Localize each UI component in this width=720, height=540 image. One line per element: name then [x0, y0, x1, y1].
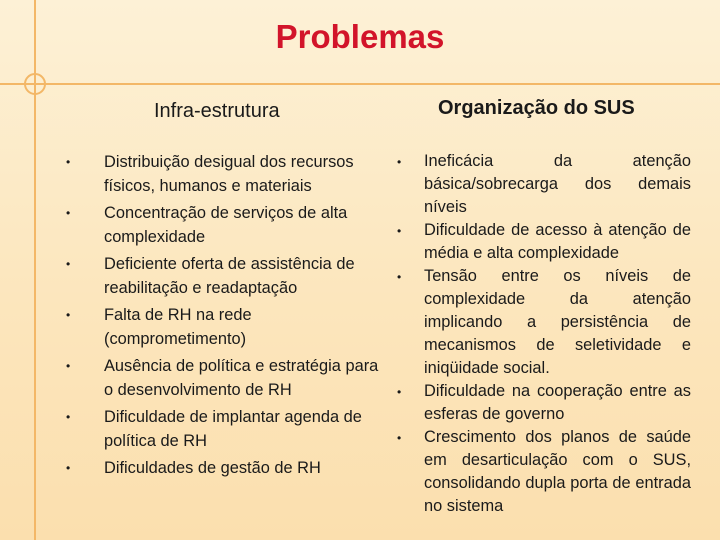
left-column-heading: Infra-estrutura	[154, 100, 280, 122]
list-item	[66, 150, 386, 198]
infrastructure-problem-list	[66, 150, 386, 483]
bullet-icon: •	[397, 385, 402, 399]
right-column-heading: Organização do SUS	[438, 97, 635, 119]
list-item-text: Tensão entre os níveis de complexidade da atenção implicando a persistência de mecanismos de seletividade e iniqüidade social.	[424, 267, 691, 377]
bullet-icon: •	[66, 257, 71, 271]
bullet-icon: •	[397, 270, 402, 284]
list-item	[66, 405, 386, 453]
decorative-crosshair-circle	[24, 73, 46, 95]
bullet-icon: •	[66, 155, 71, 169]
bullet-icon: •	[66, 410, 71, 424]
list-item-text: Dificuldade na cooperação entre as esferas de governo	[424, 382, 691, 423]
bullet-icon: •	[66, 308, 71, 322]
list-item	[397, 150, 691, 219]
list-item	[397, 219, 691, 265]
bullet-icon: •	[397, 431, 402, 445]
list-item	[397, 380, 691, 426]
list-item-text: Dificuldade de acesso à atenção de média e alta complexidade	[424, 221, 691, 262]
list-item-text: Distribuição desigual dos recursos físicos, humanos e materiais	[104, 153, 354, 195]
sus-organization-problem-list	[397, 150, 691, 518]
list-item-text: Crescimento dos planos de saúde em desarticulação com o SUS, consolidando dupla porta de entrada no sistema	[424, 428, 691, 515]
bullet-icon: •	[397, 155, 402, 169]
list-item	[66, 456, 386, 480]
slide-title: Problemas	[275, 18, 445, 55]
bullet-icon: •	[66, 206, 71, 220]
bullet-icon: •	[397, 224, 402, 238]
list-item-text: Dificuldades de gestão de RH	[104, 459, 321, 477]
list-item-text: Ausência de política e estratégia para o desenvolvimento de RH	[104, 357, 379, 399]
list-item	[397, 265, 691, 380]
list-item	[66, 303, 386, 351]
list-item-text: Falta de RH na rede (comprometimento)	[104, 306, 252, 348]
list-item	[66, 354, 386, 402]
list-item-text: Concentração de serviços de alta complexidade	[104, 204, 348, 246]
bullet-icon: •	[66, 359, 71, 373]
bullet-icon: •	[66, 461, 71, 475]
list-item-text: Ineficácia da atenção básica/sobrecarga dos demais níveis	[424, 152, 691, 216]
list-item	[66, 201, 386, 249]
list-item	[397, 426, 691, 518]
list-item	[66, 252, 386, 300]
decorative-horizontal-line	[0, 83, 720, 85]
list-item-text: Dificuldade de implantar agenda de política de RH	[104, 408, 362, 450]
list-item-text: Deficiente oferta de assistência de reabilitação e readaptação	[104, 255, 355, 297]
